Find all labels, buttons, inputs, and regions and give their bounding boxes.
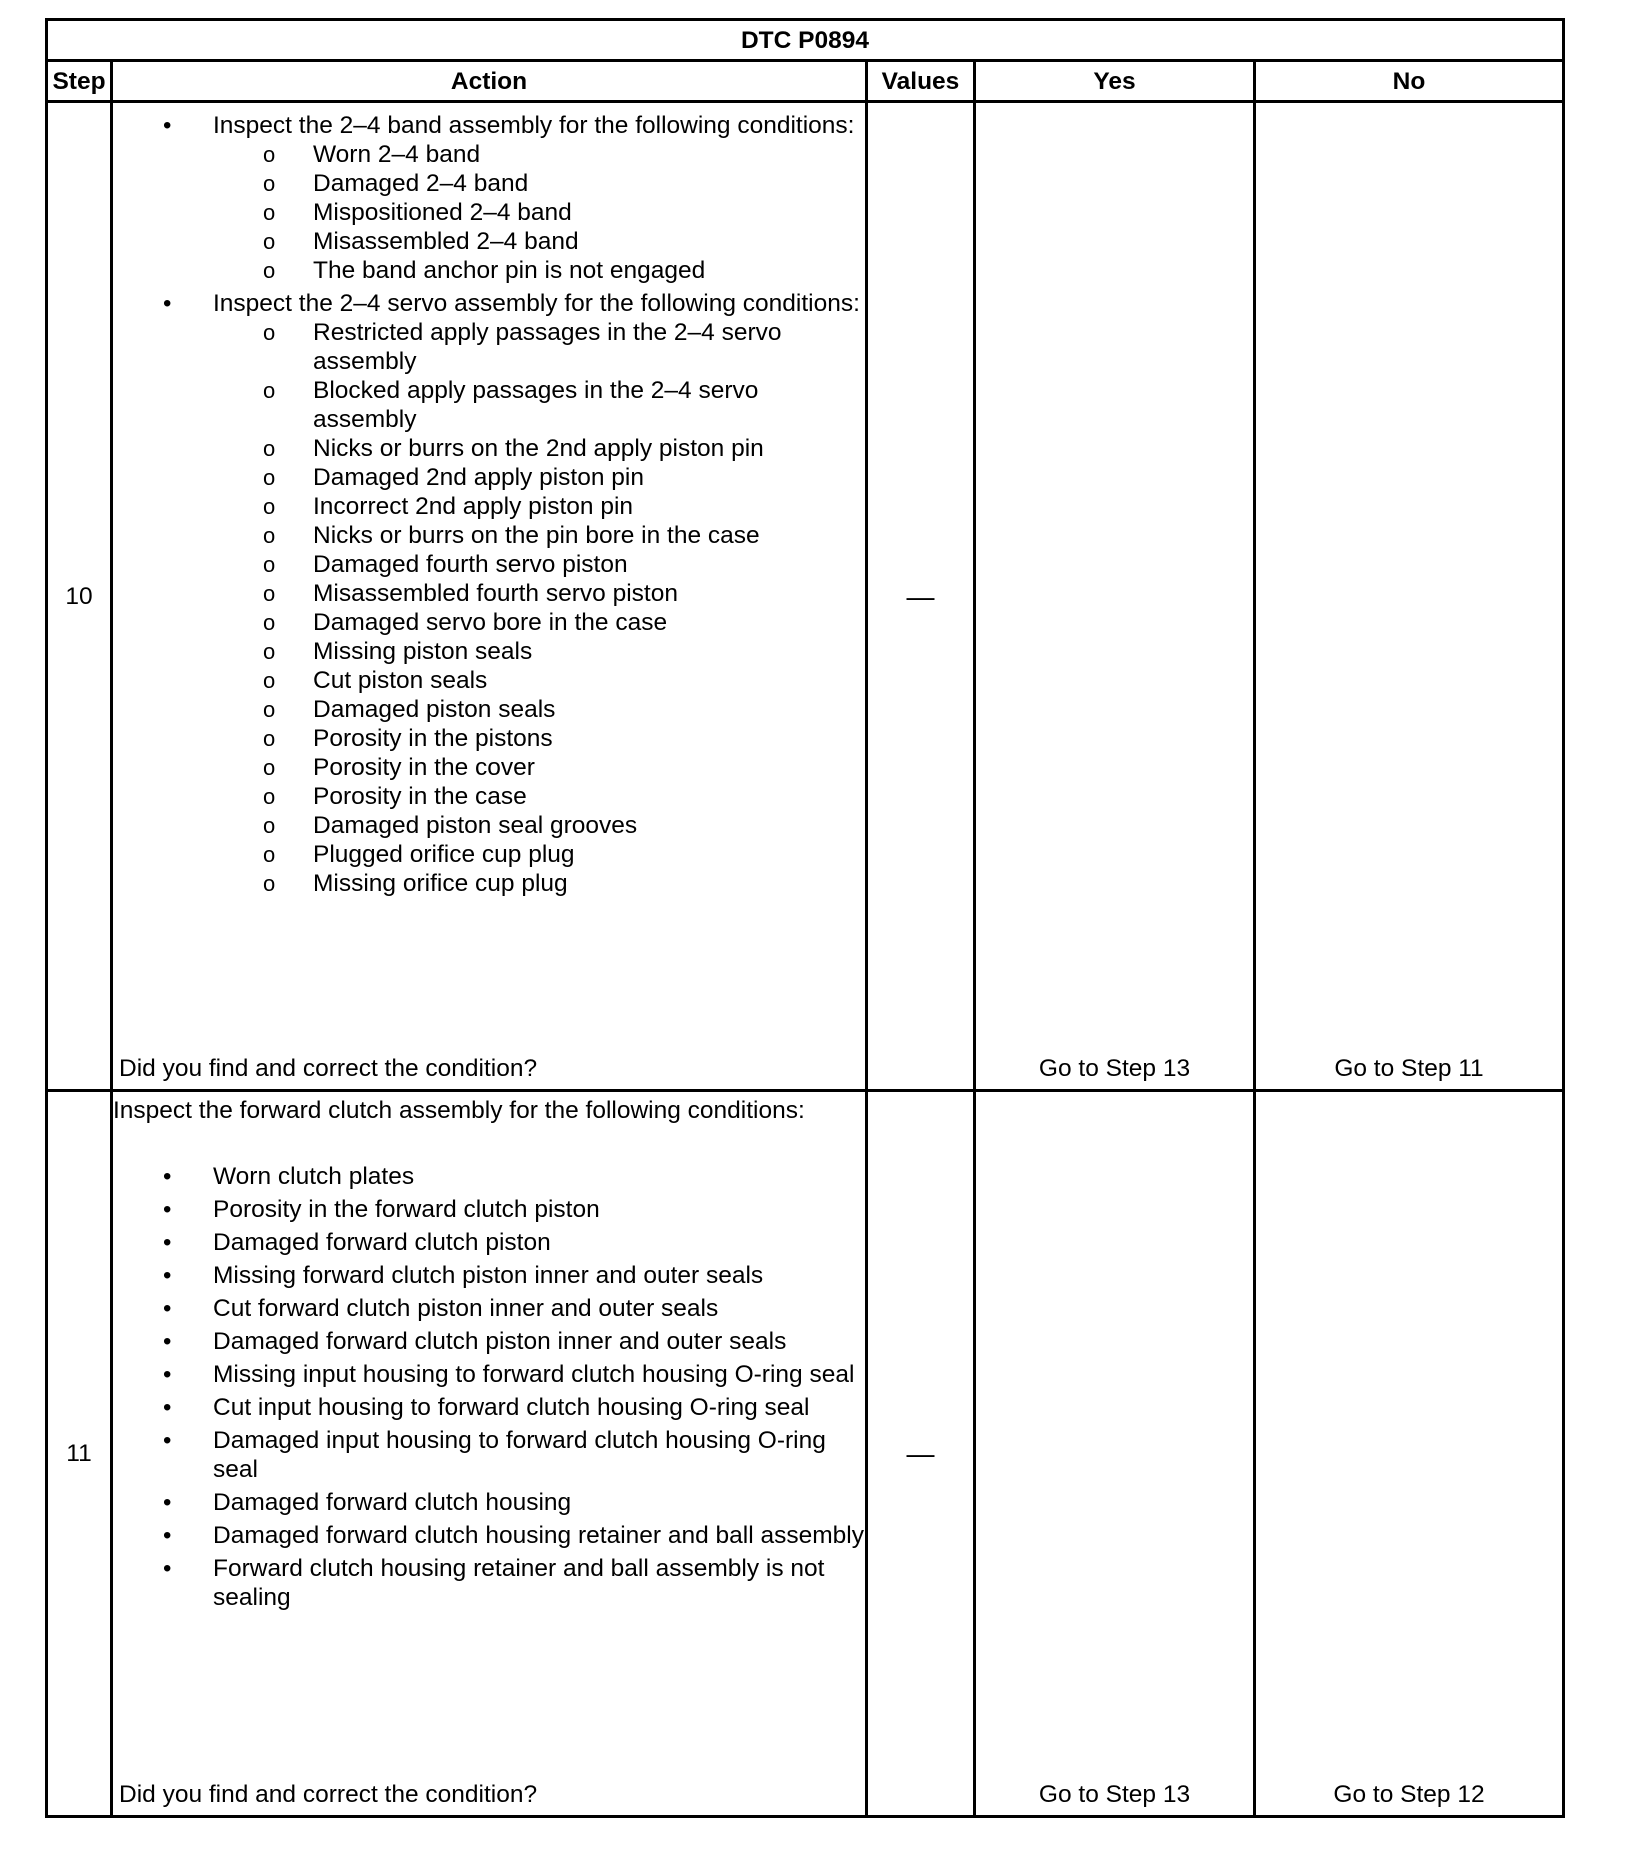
- values-cell: —: [867, 102, 975, 1091]
- list-item: • Porosity in the forward clutch piston: [113, 1195, 865, 1224]
- list-item: • Cut forward clutch piston inner and outer seals: [113, 1294, 865, 1323]
- table-title: DTC P0894: [47, 20, 1564, 61]
- no-link[interactable]: Go to Step 12: [1333, 1781, 1485, 1808]
- list-item: o Damaged fourth servo piston: [213, 550, 865, 579]
- no-cell: [1255, 102, 1564, 1091]
- list-item: • Worn clutch plates: [113, 1162, 865, 1191]
- header-values: Values: [867, 61, 975, 102]
- list-item: o Worn 2–4 band: [213, 140, 865, 169]
- intro-text: Inspect the forward clutch assembly for the following conditions:: [113, 1097, 805, 1124]
- yes-cell: [975, 102, 1255, 1091]
- step-number: 11: [47, 1091, 112, 1817]
- list-item: o Blocked apply passages in the 2–4 servo assembly: [213, 376, 865, 434]
- sub-list: [213, 140, 865, 285]
- table-row-step-10: [47, 102, 1564, 1091]
- bullet-list: [113, 1162, 865, 1612]
- list-item: o Damaged 2nd apply piston pin: [213, 463, 865, 492]
- list-item: • Damaged forward clutch piston inner and outer seals: [113, 1327, 865, 1356]
- bullet-text: Inspect the 2–4 band assembly for the following conditions:: [213, 112, 855, 139]
- bullet-list: [113, 103, 865, 898]
- header-action: Action: [112, 61, 867, 102]
- list-item: o The band anchor pin is not engaged: [213, 256, 865, 285]
- list-item: [113, 289, 865, 898]
- list-item: o Damaged servo bore in the case: [213, 608, 865, 637]
- action-cell: [112, 1091, 867, 1817]
- list-item: o Nicks or burrs on the pin bore in the case: [213, 521, 865, 550]
- list-item: • Damaged forward clutch housing retainer and ball assembly: [113, 1521, 865, 1550]
- list-item: o Damaged 2–4 band: [213, 169, 865, 198]
- bullet-text: Inspect the 2–4 servo assembly for the following conditions:: [213, 290, 860, 317]
- list-item: o Porosity in the cover: [213, 753, 865, 782]
- list-item: o Misassembled fourth servo piston: [213, 579, 865, 608]
- list-item: • Missing input housing to forward clutch housing O-ring seal: [113, 1360, 865, 1389]
- list-item: • Damaged forward clutch housing: [113, 1488, 865, 1517]
- list-item: o Damaged piston seals: [213, 695, 865, 724]
- yes-cell: [975, 1091, 1255, 1817]
- yes-link[interactable]: Go to Step 13: [1038, 1055, 1191, 1082]
- yes-link[interactable]: Go to Step 13: [1038, 1781, 1191, 1808]
- list-item: o Plugged orifice cup plug: [213, 840, 865, 869]
- no-cell: [1255, 1091, 1564, 1817]
- header-no: No: [1255, 61, 1564, 102]
- list-item: • Cut input housing to forward clutch housing O-ring seal: [113, 1393, 865, 1422]
- list-item: • Forward clutch housing retainer and ball assembly is not sealing: [113, 1554, 865, 1612]
- action-cell: [112, 102, 867, 1091]
- list-item: o Incorrect 2nd apply piston pin: [213, 492, 865, 521]
- question-text: Did you find and correct the condition?: [119, 1055, 538, 1082]
- list-item: o Porosity in the case: [213, 782, 865, 811]
- step-number: 10: [47, 102, 112, 1091]
- list-item: o Missing piston seals: [213, 637, 865, 666]
- list-item: [113, 111, 865, 285]
- dtc-table: [45, 18, 1565, 1818]
- list-item: • Missing forward clutch piston inner and outer seals: [113, 1261, 865, 1290]
- list-item: o Nicks or burrs on the 2nd apply piston pin: [213, 434, 865, 463]
- list-item: o Cut piston seals: [213, 666, 865, 695]
- header-yes: Yes: [975, 61, 1255, 102]
- values-cell: —: [867, 1091, 975, 1817]
- list-item: • Damaged forward clutch piston: [113, 1228, 865, 1257]
- list-item: o Porosity in the pistons: [213, 724, 865, 753]
- list-item: o Damaged piston seal grooves: [213, 811, 865, 840]
- list-item: o Mispositioned 2–4 band: [213, 198, 865, 227]
- list-item: • Damaged input housing to forward clutch housing O-ring seal: [113, 1426, 865, 1484]
- no-link[interactable]: Go to Step 11: [1334, 1055, 1484, 1082]
- list-item: o Misassembled 2–4 band: [213, 227, 865, 256]
- list-item: o Restricted apply passages in the 2–4 servo assembly: [213, 318, 865, 376]
- header-step: Step: [47, 61, 112, 102]
- sub-list: [213, 318, 865, 898]
- table-row-step-11: [47, 1091, 1564, 1817]
- question-text: Did you find and correct the condition?: [119, 1781, 538, 1808]
- list-item: o Missing orifice cup plug: [213, 869, 865, 898]
